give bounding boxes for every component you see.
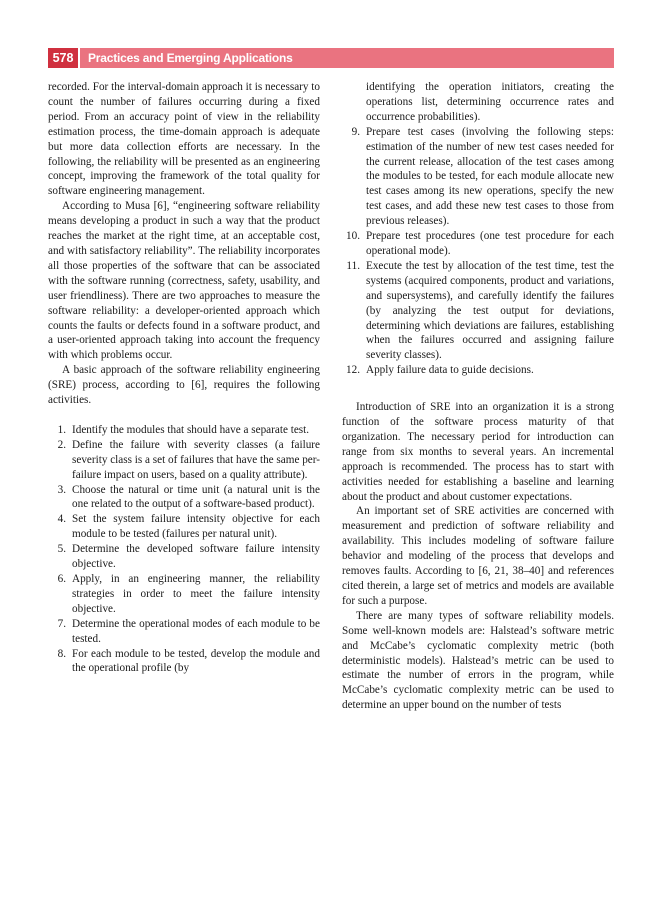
list-number: 7. bbox=[57, 617, 66, 630]
activity-list-continued bbox=[342, 80, 614, 378]
right-column bbox=[342, 80, 614, 713]
list-text: Apply, in an engineering manner, the reliability strategies in order to meet the failure intensity objective. bbox=[72, 573, 320, 615]
list-item bbox=[342, 259, 614, 363]
list-item bbox=[342, 363, 614, 378]
list-item bbox=[48, 483, 320, 513]
list-text: Apply failure data to guide decisions. bbox=[366, 364, 534, 377]
list-number: 11. bbox=[346, 259, 360, 272]
paragraph: An important set of SRE activities are concerned with measurement and prediction of software reliability and availability. This includes modeling of software failure behavior and modeling of the process that develops and removes faults. According to [6, 21, 38–40] and references cited therein, a large set of metrics and models are available for such a purpose. bbox=[342, 505, 614, 607]
list-item bbox=[342, 229, 614, 259]
running-header bbox=[48, 48, 614, 68]
activity-list bbox=[48, 423, 320, 676]
list-text: Identify the modules that should have a separate test. bbox=[72, 423, 310, 436]
paragraph: There are many types of software reliability models. Some well-known models are: Halstead’s software metric and McCabe’s cyclomatic complexity metric (both deterministic models). Halstead’s metric can be used to estimate the number of errors in the program, while McCabe’s cyclomatic complexity metric can be used to determine an upper bound on the number of tests bbox=[342, 609, 614, 712]
paragraph: recorded. For the interval-domain approach it is necessary to count the number of failures occurring during a fixed period. From an accuracy point of view in the reliability estimation process, the time-domain approach is adequate but more data collection efforts are necessary. In the following, the reliability will be presented as an engineering concept, improving the framework of the total quality for software engineering management. bbox=[48, 81, 320, 198]
list-number: 9. bbox=[351, 125, 360, 138]
page-number: 578 bbox=[48, 48, 78, 68]
list-item bbox=[48, 572, 320, 617]
list-number: 3. bbox=[57, 483, 66, 496]
paragraph: According to Musa [6], “engineering software reliability means developing a product in such a way that the product reaches the market at the right time, at an acceptable cost, and with satisfactory reliability”. The reliability incorporates all those properties of the software that can be associated with the software running (correctness, safety, usability, and user friendliness). There are two approaches to measure the software reliability: a developer-oriented approach which counts the faults or defects found in a software product, and a user-oriented approach taking into account the frequency with which problems occur. bbox=[48, 200, 320, 362]
left-column bbox=[48, 80, 320, 676]
list-number: 12. bbox=[346, 364, 360, 377]
list-text: Execute the test by allocation of the test time, test the systems (acquired components, product and variations, and supersystems), and carefully identify the failures (by analyzing the test output for deviations, determining which deviations are failures, establishing when the failures occurred and assigning failure severity classes). bbox=[366, 259, 614, 362]
list-text: Determine the operational modes of each module to be tested. bbox=[72, 617, 320, 645]
list-text: Prepare test cases (involving the following steps: estimation of the number of new test cases needed for the current release, allocation of the test cases among the modules to be tested, for each module allocate new test cases among its new operations, specify the new test cases, and add these new test cases to those from previous releases). bbox=[366, 125, 614, 228]
list-item-continued bbox=[342, 80, 614, 125]
list-text: Set the system failure intensity objective for each module to be tested (failures per natural unit). bbox=[72, 513, 320, 541]
paragraph: Introduction of SRE into an organization it is a strong function of the software process maturity of that organization. The necessary period for introduction can range from six months to several years. An incremental approach is recommended. The process has to start with activities needed for establishing a baseline and learning about the product and about customer expectations. bbox=[342, 401, 614, 503]
list-number: 5. bbox=[57, 543, 66, 556]
paragraph: A basic approach of the software reliability engineering (SRE) process, according to [6], requires the following activities. bbox=[48, 364, 320, 407]
list-item bbox=[48, 512, 320, 542]
list-number: 6. bbox=[57, 573, 66, 585]
list-text: Choose the natural or time unit (a natural unit is the one related to the output of a software-based product). bbox=[72, 483, 320, 511]
list-number: 4. bbox=[57, 513, 66, 526]
list-text: Define the failure with severity classes (a failure severity class is a set of failures that have the same per-failure impact on users, based on a quality attribute). bbox=[72, 438, 320, 481]
list-text: identifying the operation initiators, creating the operations list, determining occurrence rates and occurrence probabilities). bbox=[366, 81, 614, 123]
list-text: Determine the developed software failure intensity objective. bbox=[72, 543, 320, 571]
list-number: 1. bbox=[57, 423, 66, 436]
list-item bbox=[48, 617, 320, 647]
list-text: For each module to be tested, develop the module and the operational profile (by bbox=[72, 647, 320, 675]
list-number: 2. bbox=[57, 438, 66, 451]
list-item bbox=[48, 647, 320, 677]
chapter-title: Practices and Emerging Applications bbox=[80, 48, 614, 68]
list-item bbox=[48, 438, 320, 483]
list-text: Prepare test procedures (one test procedure for each operational mode). bbox=[366, 230, 614, 257]
list-number: 8. bbox=[57, 647, 66, 660]
list-item bbox=[48, 542, 320, 572]
list-number: 10. bbox=[346, 230, 360, 243]
list-item bbox=[48, 423, 320, 438]
list-item bbox=[342, 125, 614, 229]
